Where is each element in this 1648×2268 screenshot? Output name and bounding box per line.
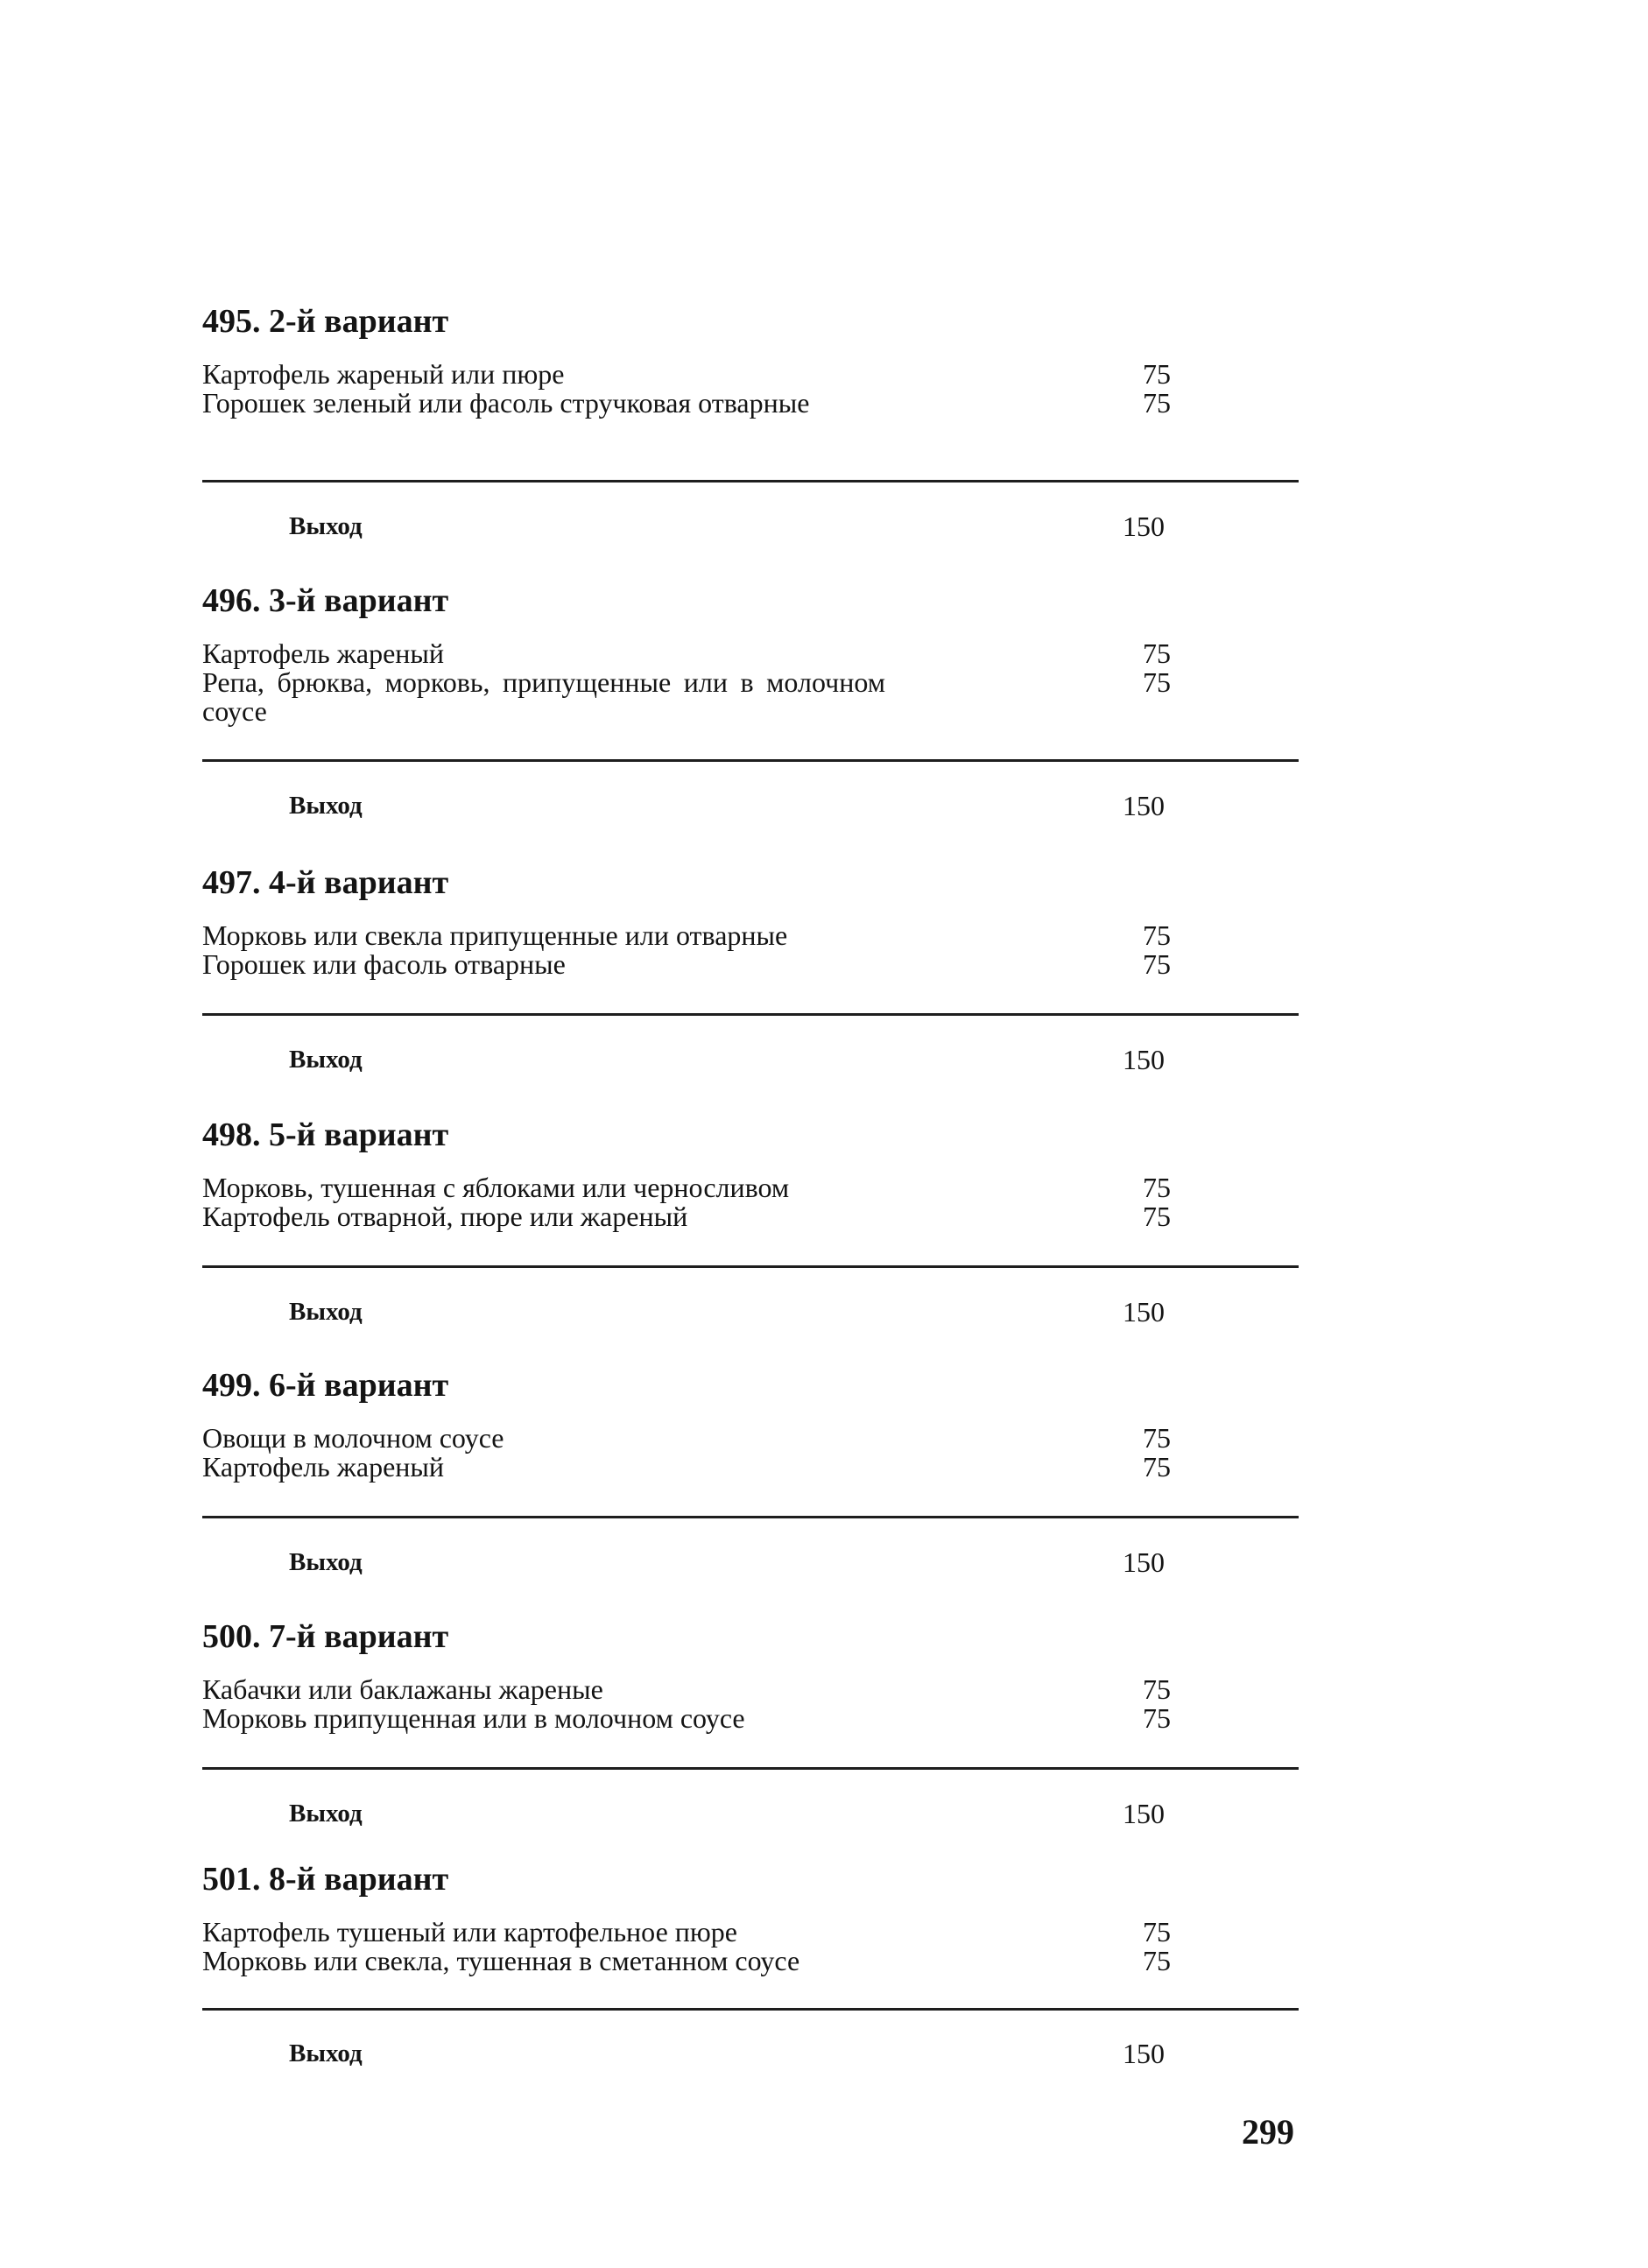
ingredient-amount: 75 xyxy=(1143,1201,1171,1232)
recipe-title: 501. 8-й вариант xyxy=(202,1861,449,1898)
ingredient-row xyxy=(202,1451,1171,1483)
ingredient-name: Горошек зеленый или фасоль стручковая отварные xyxy=(202,387,810,419)
ingredient-amount: 75 xyxy=(1143,666,1171,698)
ingredient-row xyxy=(202,919,1171,951)
ingredient-name: Картофель жареный xyxy=(202,637,445,669)
total-divider xyxy=(202,1767,1299,1770)
ingredient-amount: 75 xyxy=(1143,1916,1171,1948)
yield-label: Выход xyxy=(289,1046,363,1074)
total-divider xyxy=(202,1516,1299,1518)
yield-value: 150 xyxy=(1123,511,1165,542)
ingredient-row xyxy=(202,1422,1171,1454)
recipe-title: 500. 7-й вариант xyxy=(202,1618,449,1655)
total-divider xyxy=(202,759,1299,762)
yield-label: Выход xyxy=(289,512,363,540)
ingredient-name: Горошек или фасоль отварные xyxy=(202,948,566,980)
ingredient-amount: 75 xyxy=(1143,1172,1171,1203)
ingredient-row xyxy=(202,387,1171,447)
ingredient-list xyxy=(202,1422,1171,1483)
ingredient-name: Морковь припущенная или в молочном соусе xyxy=(202,1702,745,1734)
yield-value: 150 xyxy=(1123,1044,1165,1075)
ingredient-amount: 75 xyxy=(1143,919,1171,951)
ingredient-amount: 75 xyxy=(1143,637,1171,669)
ingredient-amount: 75 xyxy=(1143,1422,1171,1454)
recipe-title: 495. 2-й вариант xyxy=(202,303,449,340)
recipe-title: 498. 5-й вариант xyxy=(202,1116,449,1153)
ingredient-list xyxy=(202,1172,1171,1232)
ingredient-amount: 75 xyxy=(1143,1702,1171,1734)
ingredient-amount: 75 xyxy=(1143,1451,1171,1483)
yield-label: Выход xyxy=(289,1548,363,1576)
ingredient-row xyxy=(202,948,1171,980)
yield-value: 150 xyxy=(1123,1798,1165,1829)
ingredient-amount: 75 xyxy=(1143,948,1171,980)
yield-label: Выход xyxy=(289,1800,363,1828)
total-divider xyxy=(202,1013,1299,1016)
yield-value: 150 xyxy=(1123,1546,1165,1578)
page-number: 299 xyxy=(1242,2112,1294,2152)
ingredient-name: Морковь, тушенная с яблоками или черносливом xyxy=(202,1172,790,1203)
ingredient-name: Картофель тушеный или картофельное пюре xyxy=(202,1916,737,1948)
yield-label: Выход xyxy=(289,1298,363,1326)
ingredient-amount: 75 xyxy=(1143,358,1171,390)
ingredient-row xyxy=(202,1916,1171,1948)
ingredient-amount: 75 xyxy=(1143,387,1171,419)
recipe-title: 497. 4-й вариант xyxy=(202,864,449,901)
recipe-title: 499. 6-й вариант xyxy=(202,1367,449,1404)
total-divider xyxy=(202,480,1299,482)
ingredient-name: Репа, брюква, морковь, припущенные или в молочном соусе xyxy=(202,666,885,727)
yield-value: 150 xyxy=(1123,1296,1165,1328)
ingredient-row xyxy=(202,1673,1171,1705)
ingredient-row xyxy=(202,1702,1171,1734)
yield-label: Выход xyxy=(289,2039,363,2067)
ingredient-name: Картофель жареный xyxy=(202,1451,445,1483)
ingredient-name: Овощи в молочном соусе xyxy=(202,1422,504,1454)
ingredient-name: Морковь или свекла припущенные или отварные xyxy=(202,919,788,951)
ingredient-amount: 75 xyxy=(1143,1673,1171,1705)
ingredient-name: Кабачки или баклажаны жареные xyxy=(202,1673,603,1705)
ingredient-list xyxy=(202,919,1171,980)
ingredient-list xyxy=(202,1673,1171,1734)
ingredient-row xyxy=(202,1172,1171,1203)
yield-label: Выход xyxy=(289,792,363,820)
yield-value: 150 xyxy=(1123,790,1165,821)
recipe-title: 496. 3-й вариант xyxy=(202,582,449,619)
total-divider xyxy=(202,2008,1299,2011)
ingredient-name: Картофель жареный или пюре xyxy=(202,358,565,390)
ingredient-list xyxy=(202,1916,1171,1976)
yield-value: 150 xyxy=(1123,2038,1165,2069)
ingredient-row xyxy=(202,666,1171,727)
ingredient-list xyxy=(202,358,1171,447)
ingredient-row xyxy=(202,358,1171,390)
ingredient-name: Картофель отварной, пюре или жареный xyxy=(202,1201,688,1232)
ingredient-row xyxy=(202,1201,1171,1232)
ingredient-amount: 75 xyxy=(1143,1945,1171,1976)
ingredient-row xyxy=(202,1945,1171,1976)
ingredient-name: Морковь или свекла, тушенная в сметанном соусе xyxy=(202,1945,800,1976)
total-divider xyxy=(202,1265,1299,1268)
ingredient-row xyxy=(202,637,1171,669)
ingredient-list xyxy=(202,637,1171,727)
